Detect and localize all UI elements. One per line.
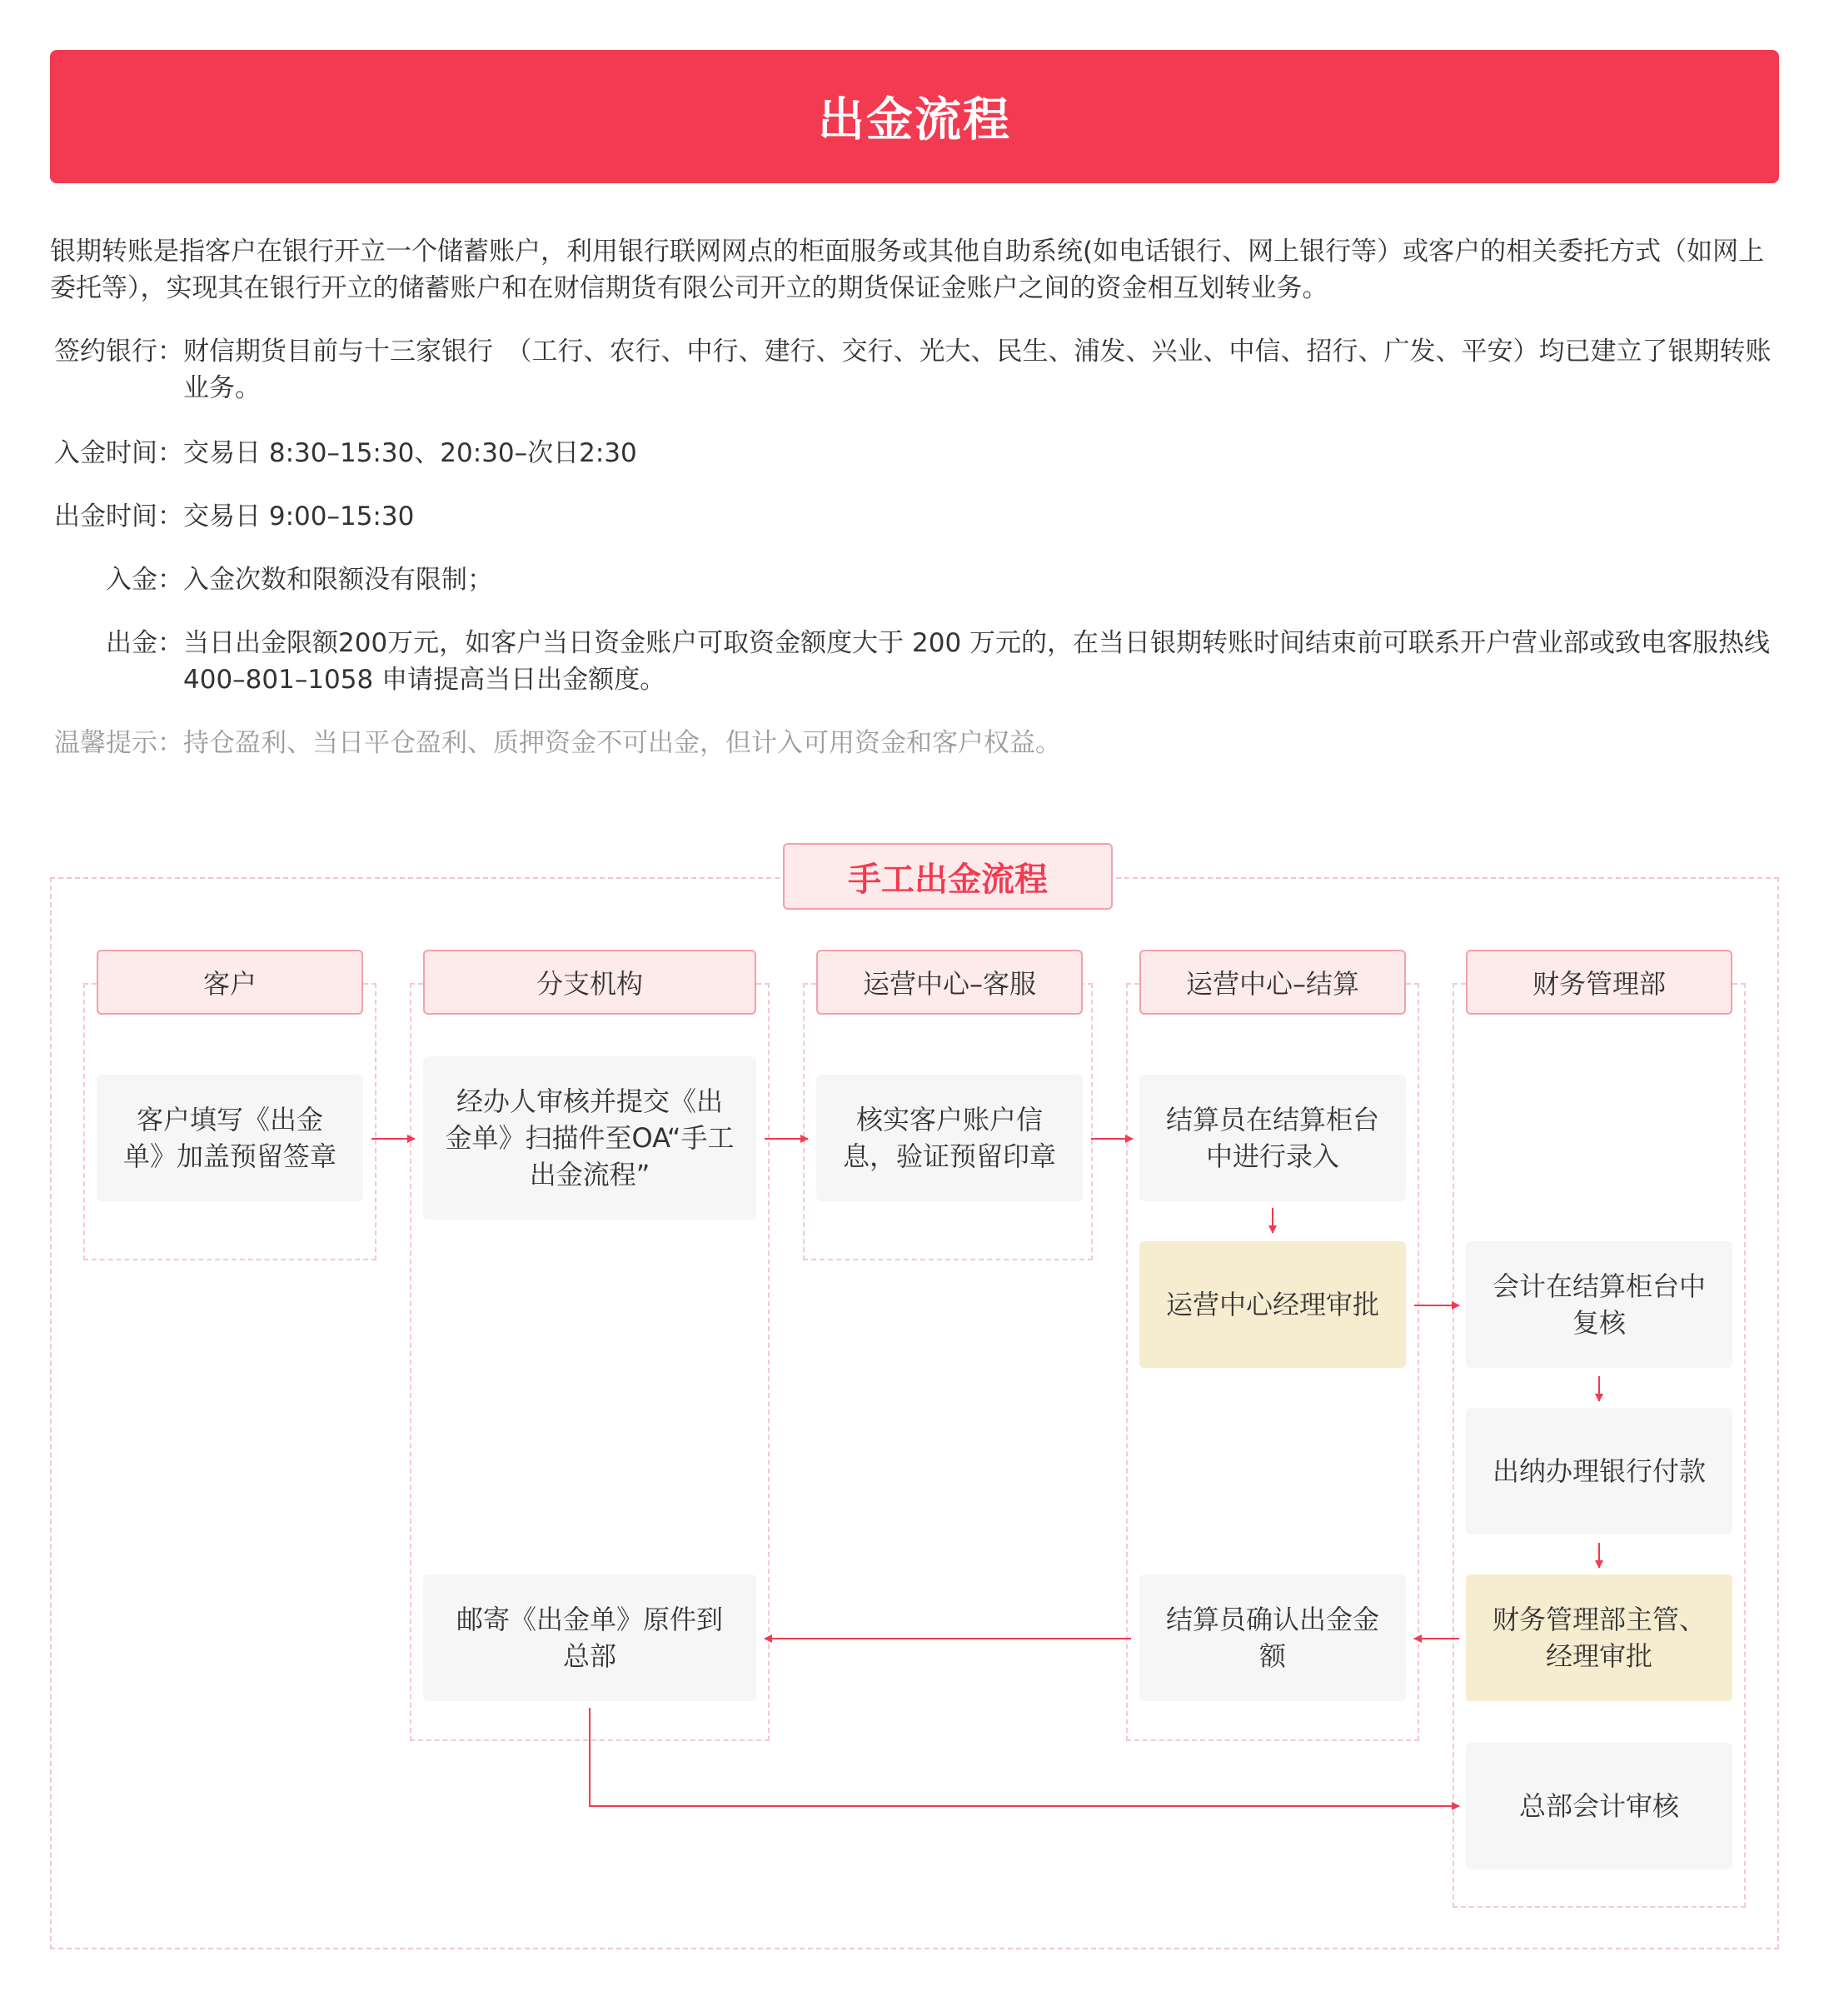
info-label: 入金： — [106, 565, 183, 595]
step-verify: 核实客户账户信息，验证预留印章 — [816, 1075, 1083, 1201]
info-label: 入金时间： — [54, 438, 183, 468]
step-finance-approve: 财务管理部主管、经理审批 — [1466, 1574, 1732, 1701]
lane-header-ops-settle: 运营中心–结算 — [1139, 950, 1406, 1015]
info-label: 签约银行： — [54, 337, 183, 367]
step-submit-oa: 经办人审核并提交《出金单》扫描件至OA“手工出金流程” — [423, 1056, 756, 1220]
step-hq-audit: 总部会计审核 — [1466, 1743, 1732, 1869]
info-value: 财信期货目前与十三家银行 （工行、农行、中行、建行、交行、光大、民生、浦发、兴业、中信、招行、广发、平安）均已建立了银期转账业务。 — [183, 337, 1772, 403]
intro-paragraph: 银期转账是指客户在银行开立一个储蓄账户，利用银行联网网点的柜面服务或其他自助系统(如电话银行、网上银行等）或客户的相关委托方式（如网上委托等），实现其在银行开立的储蓄账户和在财信期货有限公司开立的期货保证金账户之间的资金相互划转业务。 — [50, 237, 1765, 303]
lane-header-finance: 财务管理部 — [1466, 950, 1732, 1015]
flow-title: 手工出金流程 — [783, 843, 1113, 910]
info-value: 入金次数和限额没有限制； — [183, 565, 493, 595]
step-ops-approve: 运营中心经理审批 — [1139, 1241, 1406, 1368]
step-recheck: 会计在结算柜台中复核 — [1466, 1241, 1732, 1368]
arrow-mail-to-audit — [590, 1708, 1459, 1806]
lane-header-branch: 分支机构 — [423, 950, 756, 1015]
step-confirm: 结算员确认出金金额 — [1139, 1574, 1406, 1701]
info-value: 交易日 8:30–15:30、20:30–次日2:30 — [183, 438, 637, 468]
info-label: 出金时间： — [54, 502, 183, 531]
info-value: 当日出金限额200万元，如客户当日资金账户可取资金额度大于 200 万元的，在当日银期转账时间结束前可联系开户营业部或致电客服热线 400–801–1058 申请提高当日出金额度。 — [183, 628, 1771, 695]
lane-header-customer: 客户 — [97, 950, 363, 1015]
tip-label: 温馨提示： — [54, 728, 183, 758]
tip-value: 持仓盈利、当日平仓盈利、质押资金不可出金，但计入可用资金和客户权益。 — [183, 728, 1061, 758]
info-label: 出金： — [106, 628, 183, 658]
step-fill-form: 客户填写《出金单》加盖预留签章 — [97, 1075, 363, 1201]
info-value: 交易日 9:00–15:30 — [183, 502, 415, 531]
step-mail: 邮寄《出金单》原件到总部 — [423, 1574, 756, 1701]
step-entry: 结算员在结算柜台中进行录入 — [1139, 1075, 1406, 1201]
step-payment: 出纳办理银行付款 — [1466, 1408, 1732, 1534]
page-title: 出金流程 — [818, 93, 1011, 147]
lane-header-ops-service: 运营中心–客服 — [816, 950, 1083, 1015]
